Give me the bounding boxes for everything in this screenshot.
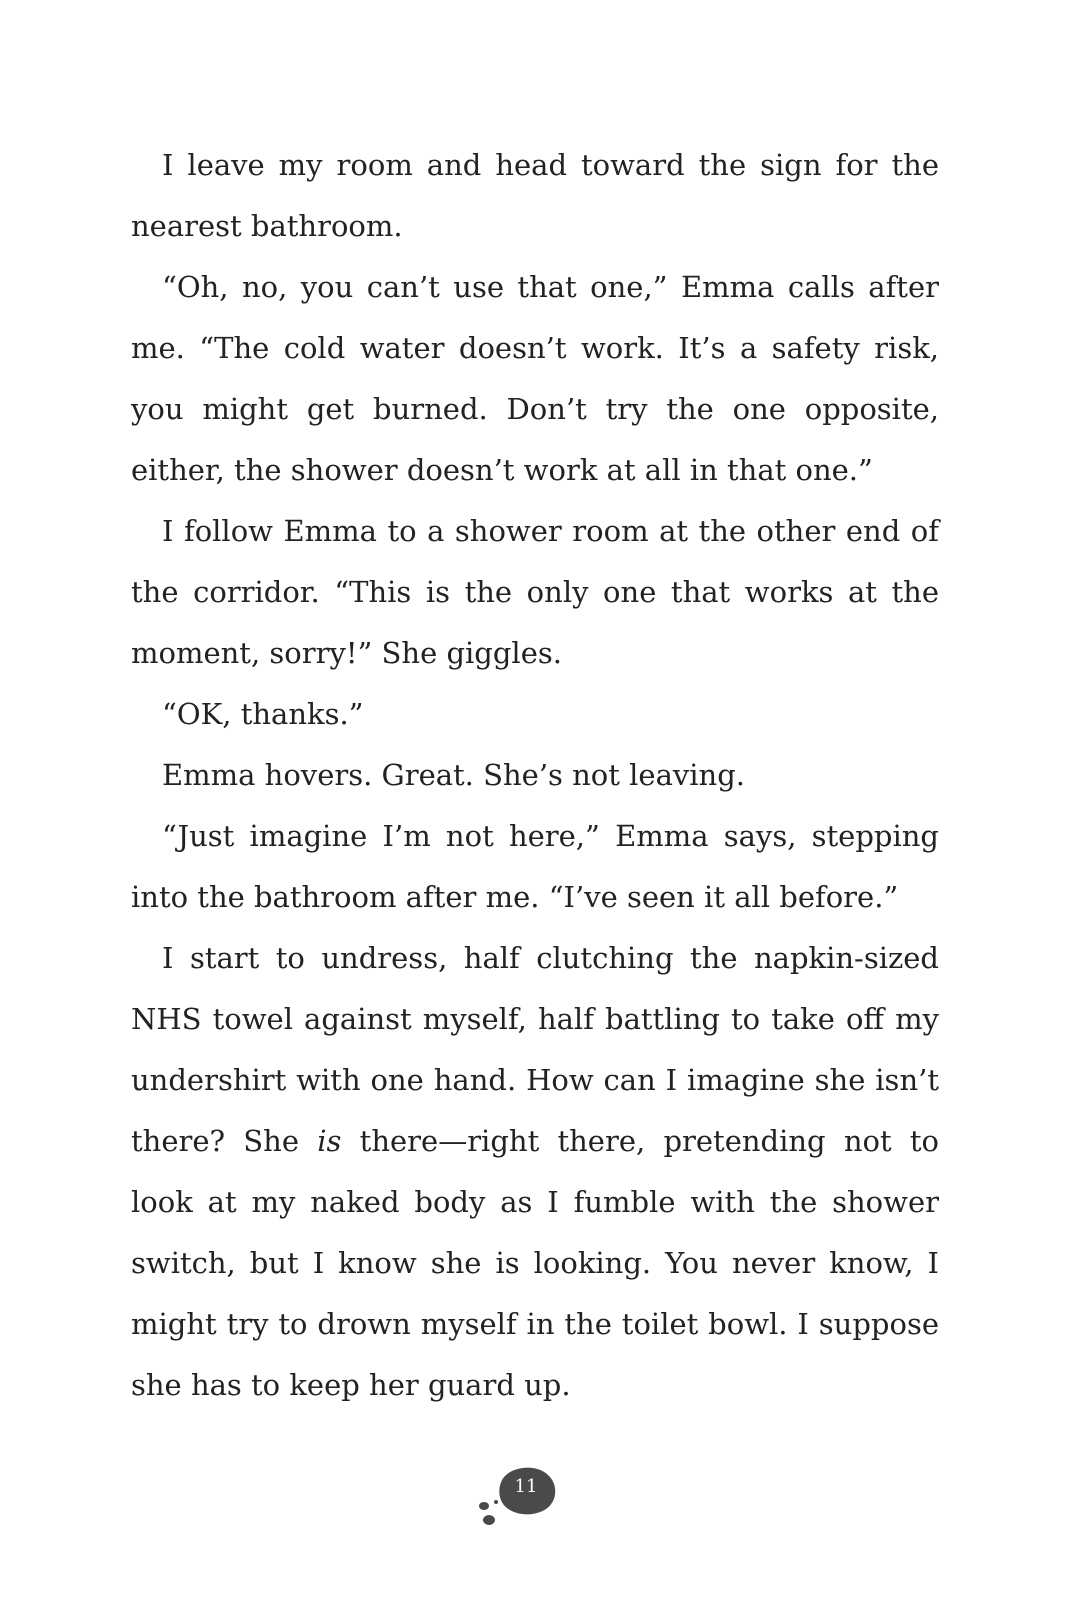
paragraph-4: “OK, thanks.” [162,697,364,731]
paragraph-1: I leave my room and head toward the sign for the nearest bathroom. [131,148,939,243]
ink-blot-drop-2 [483,1515,495,1525]
paragraph-3: I follow Emma to a shower room at the other end of the corridor. “This is the only one that works at the moment, sorry!” She giggles. [131,514,939,670]
ink-blot-drop-1 [479,1502,489,1510]
page-number: 11 [514,1476,538,1497]
paragraph-2: “Oh, no, you can’t use that one,” Emma calls after me. “The cold water doesn’t work. It’s a safety risk, you might get burned. Don’t try the one opposite, either, the shower doesn’t work at all in that one.” [131,270,939,487]
paragraph-6: “Just imagine I’m not here,” Emma says, stepping into the bathroom after me. “I’ve seen it all before.” [131,819,939,914]
paragraph-7-before: I start to undress, half clutching the napkin-sized NHS towel against myself, half battling to take off my undershirt with one hand. How can I imagine she isn’t there? She [131,941,939,1158]
paragraph-7-after: there—right there, pretending not to look at my naked body as I fumble with the shower switch, but I know she is looking. You never know, I might try to drown myself in the toilet bowl. I suppose she has to keep her guard up. [131,1124,939,1402]
ink-blot-drop-3 [494,1500,498,1504]
ink-blot-icon [476,1462,566,1542]
body-text [131,135,939,1416]
page-number-blot [476,1462,566,1542]
paragraph-5: Emma hovers. Great. She’s not leaving. [162,758,745,792]
paragraph-7 [131,928,939,1416]
paragraph-7-emphasis: is [317,1124,342,1158]
